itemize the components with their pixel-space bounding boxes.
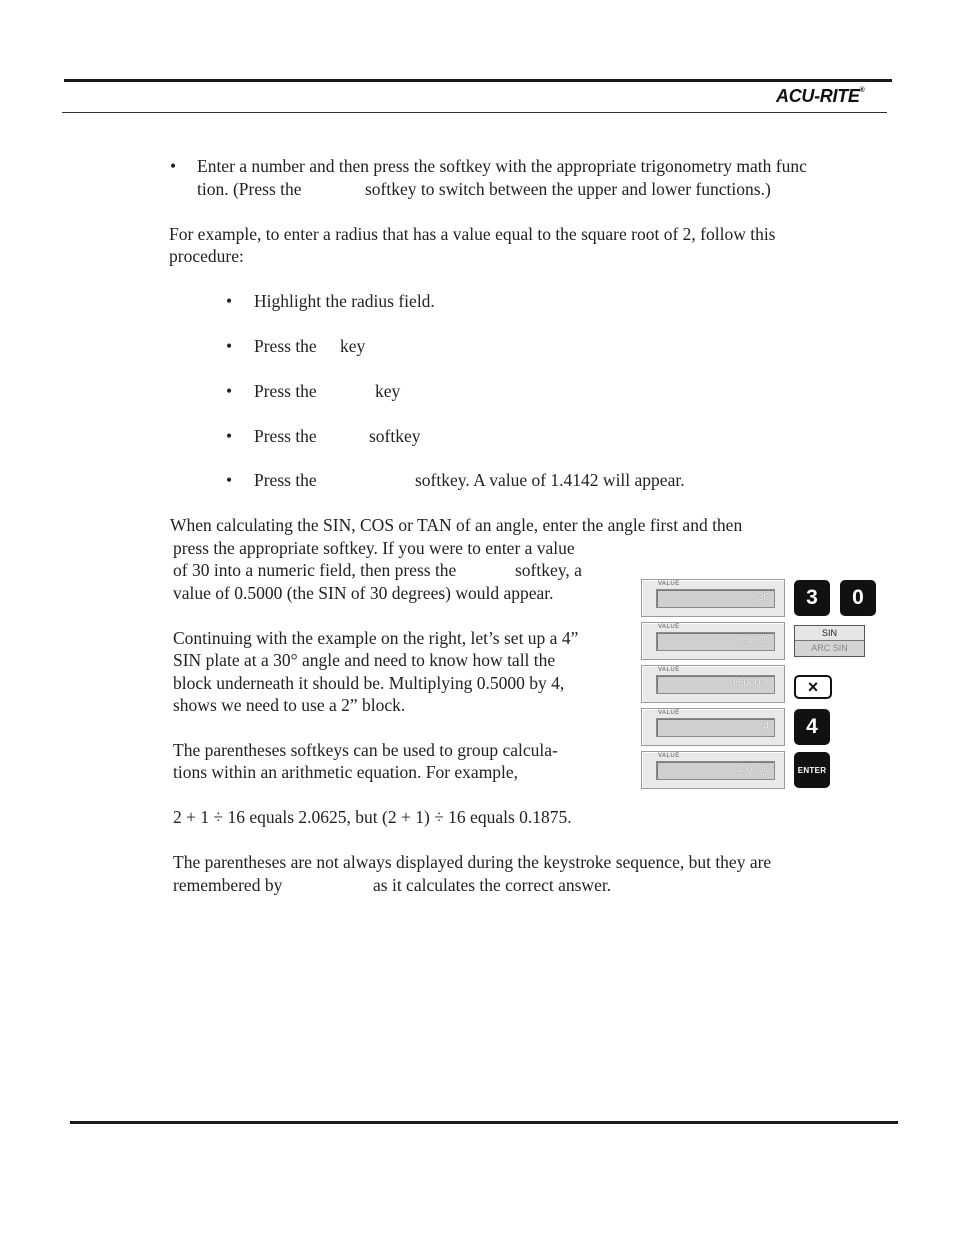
bullet-marker: •	[226, 470, 233, 490]
plate-line-3: block underneath it should be. Multiplying 0.5000 by 4,	[173, 673, 565, 693]
value-field	[656, 718, 775, 737]
step-5-text: Press the	[254, 470, 317, 490]
step-2-text: Press the	[254, 336, 317, 356]
sin-label: SIN	[795, 626, 864, 641]
step-1-text: Highlight the radius field.	[254, 291, 435, 311]
sin-line-3a: of 30 into a numeric field, then press the	[173, 560, 457, 580]
value-screen-3	[641, 665, 785, 703]
bullet-marker: •	[226, 426, 233, 446]
value-display: 30	[757, 592, 769, 603]
value-label: VALUE	[658, 667, 680, 673]
value-field	[656, 675, 775, 694]
bullet-marker: •	[170, 156, 177, 176]
value-label: VALUE	[658, 753, 680, 759]
example-line-2: procedure:	[169, 246, 244, 266]
value-display: 0.5000	[738, 635, 769, 646]
key-3-button[interactable]: 3	[794, 580, 830, 616]
key-4-button[interactable]: 4	[794, 709, 830, 745]
acu-rite-logo: ACU-RITE®	[776, 86, 865, 106]
enter-key-button[interactable]: ENTER	[794, 752, 830, 788]
value-field	[656, 589, 775, 608]
remember-line-2a: remembered by	[173, 875, 283, 895]
value-label: VALUE	[658, 624, 680, 630]
step-3-suffix: key	[375, 381, 401, 401]
value-screen-2	[641, 622, 785, 660]
sin-line-3b: softkey, a	[515, 560, 582, 580]
step-4-text: Press the	[254, 426, 317, 446]
value-display: 2.0000	[738, 764, 769, 775]
footer-rule	[70, 1121, 898, 1124]
step-2-suffix: key	[340, 336, 366, 356]
step-3-text: Press the	[254, 381, 317, 401]
key-0-button[interactable]: 0	[840, 580, 876, 616]
bullet-marker: •	[226, 291, 233, 311]
step-4-suffix: softkey	[369, 426, 421, 446]
sin-line-2: press the appropriate softkey. If you were to enter a value	[173, 538, 575, 558]
bullet-marker: •	[226, 336, 233, 356]
multiply-key-button[interactable]: ×	[794, 675, 832, 699]
sin-line-1: When calculating the SIN, COS or TAN of an angle, enter the angle first and then	[170, 515, 743, 535]
value-screen-5	[641, 751, 785, 789]
plate-line-1: Continuing with the example on the right, let’s set up a 4”	[173, 628, 579, 648]
value-label: VALUE	[658, 581, 680, 587]
value-label: VALUE	[658, 710, 680, 716]
sin-line-4: value of 0.5000 (the SIN of 30 degrees) would appear.	[173, 583, 554, 603]
remember-line-2b: as it calculates the correct answer.	[373, 875, 612, 895]
header-subrule	[62, 112, 887, 113]
paren-line-1: The parentheses softkeys can be used to group calcula-	[173, 740, 558, 760]
step-5-suffix: softkey. A value of 1.4142 will appear.	[415, 470, 685, 490]
equation-text: 2 + 1 ÷ 16 equals 2.0625, but (2 + 1) ÷ 16 equals 0.1875.	[173, 807, 572, 827]
arc-sin-label: ARC SIN	[795, 641, 864, 656]
header-rule	[64, 79, 892, 82]
intro-line-1: Enter a number and then press the softkey with the appropriate trigonometry math func	[197, 156, 807, 176]
intro-line-2b: softkey to switch between the upper and lower functions.)	[365, 179, 771, 199]
remember-line-1: The parentheses are not always displayed during the keystroke sequence, but they are	[173, 852, 772, 872]
example-line-1: For example, to enter a radius that has a value equal to the square root of 2, follow this	[169, 224, 776, 244]
value-screen-4	[641, 708, 785, 746]
bullet-marker: •	[226, 381, 233, 401]
intro-line-2a: tion. (Press the	[197, 179, 302, 199]
plate-line-2: SIN plate at a 30° angle and need to know how tall the	[173, 650, 556, 670]
value-display: 0.5000 ×	[729, 678, 769, 689]
paren-line-2: tions within an arithmetic equation. For example,	[173, 762, 519, 782]
sin-softkey-button[interactable]	[794, 625, 865, 657]
plate-line-4: shows we need to use a 2” block.	[173, 695, 406, 715]
value-field	[656, 761, 775, 780]
value-screen-1	[641, 579, 785, 617]
value-field	[656, 632, 775, 651]
value-display: 4	[763, 721, 769, 732]
